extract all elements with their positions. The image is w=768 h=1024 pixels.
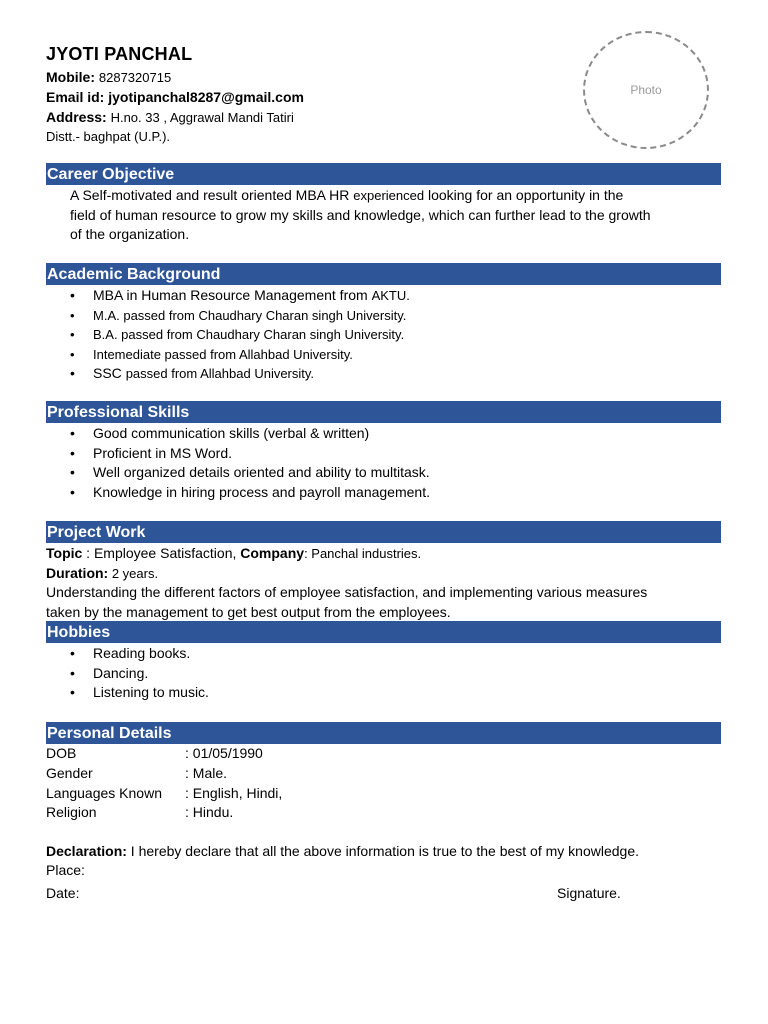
career-text-part2: experienced bbox=[353, 188, 425, 203]
personal-row-dob bbox=[46, 744, 263, 764]
academic-item-main: MBA in Human Resource Management from bbox=[93, 287, 372, 303]
declaration-label: Declaration: bbox=[46, 843, 127, 859]
personal-key: Religion bbox=[46, 804, 97, 820]
address-line-1: H.no. 33 , Aggrawal Mandi Tatiri bbox=[110, 110, 294, 125]
list-item: • Well organized details oriented and ability to multitask. bbox=[70, 463, 430, 483]
topic-label: Topic bbox=[46, 545, 83, 561]
personal-row-gender bbox=[46, 764, 227, 784]
date-label: Date: bbox=[46, 885, 80, 901]
declaration-line bbox=[46, 843, 639, 859]
section-project-work: Project Work bbox=[46, 521, 721, 543]
skills-list bbox=[70, 424, 430, 502]
hobbies-list bbox=[70, 644, 209, 703]
email-label: Email id: bbox=[46, 89, 105, 105]
place-label: Place: bbox=[46, 862, 85, 878]
academic-item-suffix: AKTU. bbox=[371, 288, 410, 303]
address-label: Address: bbox=[46, 109, 107, 125]
academic-item-main: SSC bbox=[93, 365, 126, 381]
career-objective-text bbox=[70, 186, 730, 245]
list-item: • Reading books. bbox=[70, 644, 209, 664]
section-academic-background: Academic Background bbox=[46, 263, 721, 285]
project-desc-line-2: taken by the management to get best output from the employees. bbox=[46, 603, 451, 620]
mobile-value: 8287320715 bbox=[98, 70, 172, 85]
list-item bbox=[70, 364, 410, 384]
photo-label: Photo bbox=[630, 83, 662, 97]
mobile-line bbox=[46, 69, 171, 85]
section-personal-details: Personal Details bbox=[46, 722, 721, 744]
mobile-label: Mobile: bbox=[46, 69, 95, 85]
email-line bbox=[46, 89, 304, 105]
address-line-2: Distt.- baghpat (U.P.). bbox=[46, 129, 171, 144]
career-line-2: field of human resource to grow my skills and knowledge, which can further lead to the growth bbox=[70, 206, 651, 223]
list-item: • B.A. passed from Chaudhary Charan singh University. bbox=[70, 325, 410, 345]
list-item: • Listening to music. bbox=[70, 683, 209, 703]
project-description bbox=[46, 583, 726, 622]
list-item: • Dancing. bbox=[70, 664, 209, 684]
declaration-text: I hereby declare that all the above information is true to the best of my knowledge. bbox=[126, 843, 639, 859]
duration-label: Duration: bbox=[46, 565, 109, 581]
candidate-name: JYOTI PANCHAL bbox=[46, 44, 193, 64]
personal-key: Gender bbox=[46, 765, 93, 781]
academic-item-suffix: passed from Allahbad University. bbox=[125, 366, 315, 381]
list-item: • Intemediate passed from Allahbad University. bbox=[70, 345, 410, 365]
personal-value: : Male. bbox=[185, 765, 228, 781]
duration-value: 2 years. bbox=[108, 566, 159, 581]
career-text-part1: A Self-motivated and result oriented MBA HR bbox=[70, 187, 354, 203]
personal-value: : 01/05/1990 bbox=[185, 745, 263, 761]
section-professional-skills: Professional Skills bbox=[46, 401, 721, 423]
email-value: jyotipanchal8287@gmail.com bbox=[108, 89, 304, 105]
personal-key: DOB bbox=[46, 745, 77, 761]
personal-row-religion bbox=[46, 803, 233, 823]
section-career-objective: Career Objective bbox=[46, 163, 721, 185]
list-item bbox=[70, 286, 410, 306]
project-topic-line bbox=[46, 545, 421, 561]
career-text-part3: looking for an opportunity in the bbox=[424, 187, 624, 203]
personal-value: : English, Hindi, bbox=[185, 785, 283, 801]
personal-key: Languages Known bbox=[46, 785, 162, 801]
photo-placeholder bbox=[583, 31, 709, 149]
section-hobbies: Hobbies bbox=[46, 621, 721, 643]
personal-row-languages bbox=[46, 784, 282, 804]
list-item: • Knowledge in hiring process and payroll management. bbox=[70, 483, 430, 503]
project-duration-line bbox=[46, 565, 158, 581]
list-item: • Good communication skills (verbal & written) bbox=[70, 424, 430, 444]
academic-list bbox=[70, 286, 410, 384]
list-item: • M.A. passed from Chaudhary Charan singh University. bbox=[70, 306, 410, 326]
signature-label: Signature. bbox=[557, 885, 621, 901]
project-desc-line-1: Understanding the different factors of employee satisfaction, and implementing various measures bbox=[46, 584, 648, 600]
address-line bbox=[46, 109, 294, 125]
career-line-3: of the organization. bbox=[70, 226, 190, 242]
list-item: • Proficient in MS Word. bbox=[70, 444, 430, 464]
company-label: Company bbox=[240, 545, 305, 561]
personal-value: : Hindu. bbox=[185, 804, 234, 820]
company-value: : Panchal industries. bbox=[304, 546, 422, 561]
topic-value: : Employee Satisfaction, bbox=[82, 545, 241, 561]
